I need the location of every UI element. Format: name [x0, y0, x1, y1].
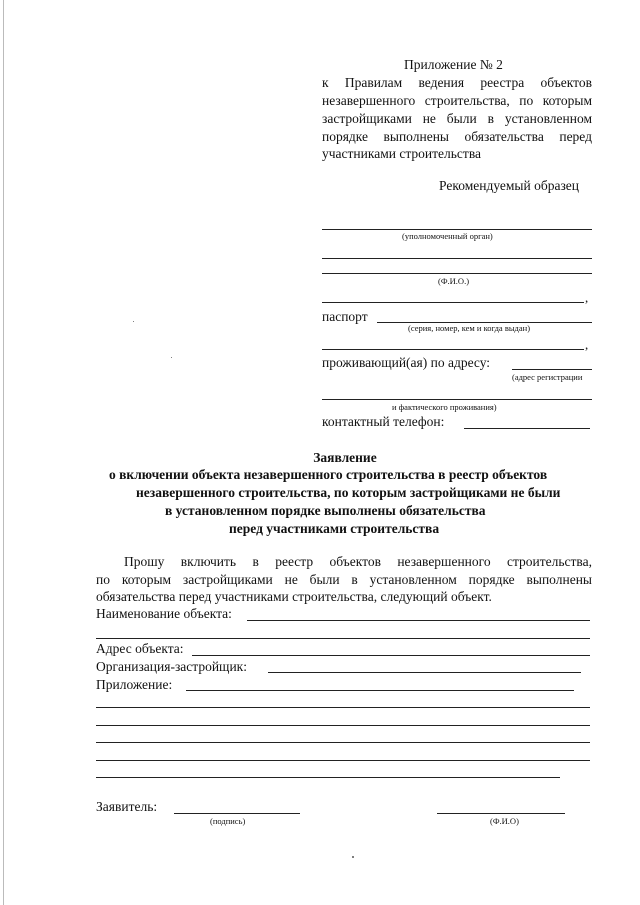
residing-caption: (адрес регистрации: [512, 372, 583, 382]
developer-input-line[interactable]: [268, 672, 581, 673]
signature-input-line[interactable]: [174, 813, 300, 814]
passport-comma: ,: [585, 337, 589, 352]
phone-input-line[interactable]: [464, 428, 590, 429]
signature-caption: (подпись): [210, 816, 246, 826]
appendix-line-5: участниками строительства: [322, 146, 482, 161]
fio-line-2[interactable]: [322, 302, 584, 303]
title-line-5: перед участниками строительства: [229, 521, 440, 536]
scan-speck: [352, 856, 354, 858]
attachment-line-5[interactable]: [96, 760, 590, 761]
applicant-label: Заявитель:: [96, 799, 158, 814]
title-line-3: незавершенного строительства, по которым застройщиками не были: [136, 485, 561, 500]
scan-speck: [133, 321, 134, 322]
authority-line[interactable]: [322, 229, 592, 230]
attachment-line-2[interactable]: [96, 707, 590, 708]
title-line-4: в установленном порядке выполнены обязательства: [165, 503, 486, 518]
appendix-line-1: к Правилам ведения реестра объектов: [322, 75, 592, 90]
phone-label: контактный телефон:: [322, 414, 445, 429]
fio-comma: ,: [585, 290, 589, 305]
attachment-line-3[interactable]: [96, 725, 590, 726]
residing-label: проживающий(ая) по адресу:: [322, 355, 491, 370]
appendix-line-4: порядке выполнены обязательства перед: [322, 129, 592, 144]
appendix-line-3: застройщиками не были в установленном: [322, 111, 592, 126]
title-line-2: о включении объекта незавершенного строительства в реестр объектов: [109, 467, 548, 482]
passport-line-2[interactable]: [322, 349, 584, 350]
para-line-2: по которым застройщиками не были в установленном порядке выполнены: [96, 572, 592, 587]
object-name-line-2[interactable]: [96, 638, 590, 639]
actual-address-line[interactable]: [322, 399, 592, 400]
developer-label: Организация-застройщик:: [96, 659, 247, 674]
address-label: Адрес объекта:: [96, 641, 184, 656]
object-name-input-line[interactable]: [247, 620, 590, 621]
applicant-fio-input-line[interactable]: [437, 813, 565, 814]
address-input-line[interactable]: [192, 655, 590, 656]
fio-line[interactable]: [322, 273, 592, 274]
appendix-line-2: незавершенного строительства, по которым: [322, 93, 592, 108]
actual-caption: и фактического проживания): [392, 402, 497, 412]
passport-caption: (серия, номер, кем и когда выдан): [408, 323, 531, 333]
para-line-1: Прошу включить в реестр объектов незавершенного строительства,: [124, 554, 592, 569]
recommended-sample: Рекомендуемый образец: [439, 178, 580, 193]
fio-caption: (Ф.И.О.): [438, 276, 470, 286]
applicant-fio-caption: (Ф.И.О): [490, 816, 519, 826]
scan-speck: [171, 357, 172, 358]
authority-caption: (уполномоченный орган): [402, 231, 493, 241]
attachment-line-4[interactable]: [96, 742, 590, 743]
attachment-line-6[interactable]: [96, 777, 560, 778]
attachment-input-line[interactable]: [186, 690, 574, 691]
attachment-label: Приложение:: [96, 677, 173, 692]
authority-line-2[interactable]: [322, 258, 592, 259]
appendix-title: Приложение № 2: [404, 57, 503, 72]
passport-label: паспорт: [322, 309, 368, 324]
title-line-1: Заявление: [313, 450, 377, 465]
residing-input-line[interactable]: [512, 369, 592, 370]
para-line-3: обязательства перед участниками строительства, следующий объект.: [96, 589, 492, 604]
object-name-label: Наименование объекта:: [96, 606, 232, 621]
